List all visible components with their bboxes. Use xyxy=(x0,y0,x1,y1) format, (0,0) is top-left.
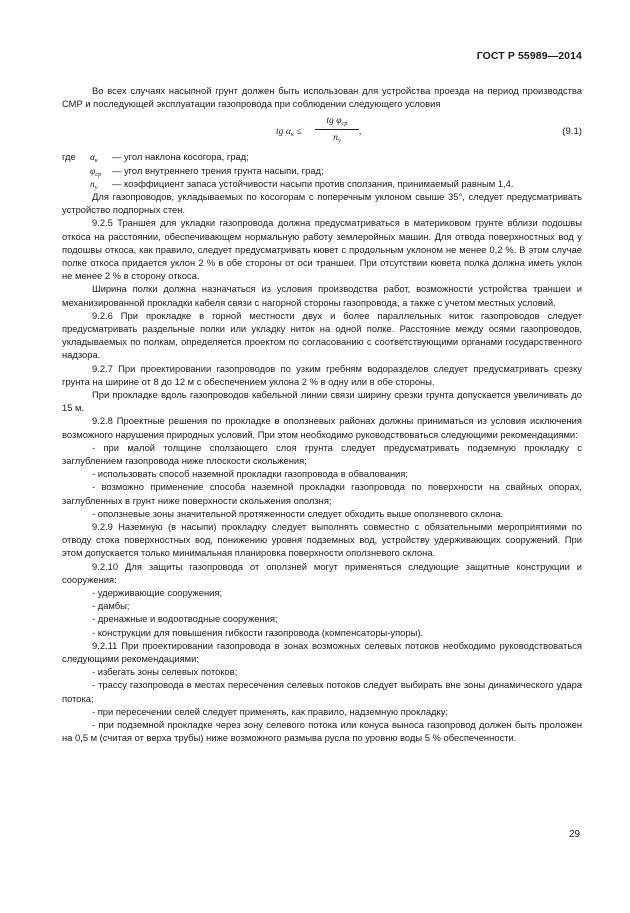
paragraph: - при пересечении селей следует применять, как правило, надземную прокладку; xyxy=(92,705,449,717)
formula-lhs-fn: tg α xyxy=(276,126,291,138)
definition-symbol-main: φ xyxy=(90,166,96,177)
formula-numerator xyxy=(315,114,359,129)
paragraph: - конструкции для повышения гибкости газопровода (компенсаторы-упоры). xyxy=(92,626,424,638)
page-number: 29 xyxy=(569,829,581,840)
definition-text: — угол внутреннего трения грунта насыпи, град; xyxy=(112,164,324,176)
paragraph: - трассу газопровода в местах пересечения селевых потоков следует выбирать вне зоны динамического удара потока; xyxy=(62,679,582,704)
standard-header: ГОСТ Р 55989—2014 xyxy=(476,50,582,62)
page-body xyxy=(62,84,582,745)
definition-symbol-sub: к xyxy=(94,157,98,165)
formula-comma: , xyxy=(359,126,362,138)
formula-9-1 xyxy=(62,112,582,148)
paragraph: - оползневые зоны значительной протяженности следует обходить выше оползневого склона. xyxy=(92,507,504,519)
formula-num-sub: ср xyxy=(341,120,348,128)
formula-leq: ≤ xyxy=(296,126,302,138)
paragraph: - дамбы; xyxy=(92,600,130,612)
intro-paragraph: Во всех случаях насыпной грунт должен быть использован для устройства проезда на период производства СМР и последующей эксплуатации газопровода при соблюдении следующего условия xyxy=(62,85,582,110)
definition-text: — коэффициент запаса устойчивости насыпи против сползания, принимаемый равным 1,4. xyxy=(112,177,514,189)
paragraph: 9.2.5 Траншея для укладки газопровода должна предусматриваться в материковом грунте вблизи подошвы откоса на расстоянии, обеспечивающем нормальную работу землеройных машин. Для отвода поверхностных вод у подошвы откоса, как правило, следует предусматривать кювет с продольным уклоном не менее 0,2 %. В этом случае полке откоса придается уклон 2 % в обе стороны от оси траншеи. При отсутствии кювета полка должна иметь уклон не менее 2 % в сторону откоса. xyxy=(62,217,582,282)
paragraph: - при малой толщине сползающего слоя грунта следует предусматривать подземную прокладку с заглублением газопровода ниже плоскости скольжения; xyxy=(62,441,582,467)
paragraph: Для газопроводов, укладываемых по косогорам с поперечным уклоном свыше 35°, следует предусматривать устройство подпорных стен. xyxy=(62,190,582,216)
paragraphs xyxy=(62,190,582,745)
formula-lhs xyxy=(276,125,302,138)
definition-symbol-sub: ср xyxy=(95,170,102,178)
paragraph: - возможно применение способа наземной прокладки газопровода по поверхности на свайных опорах, заглубленных в грунт ниже поверхности скольжения оползня; xyxy=(62,481,582,506)
definitions-list xyxy=(62,150,582,190)
definition-symbol xyxy=(90,166,112,179)
definition-row xyxy=(62,150,582,163)
paragraph: - при подземной прокладке через зону селевого потока или конуса выноса газопровод должен быть проложен на 0,5 м (считая от верха трубы) ниже возможного размыва русла по уровню воды 5 % обеспеченности. xyxy=(62,719,582,744)
paragraph: - дренажные и водоотводные сооружения; xyxy=(92,613,278,625)
paragraph: 9.2.7 При проектировании газопроводов по узким гребням водоразделов следует предусматривать срезку грунта на ширине от 8 до 12 м с обеспечением уклона 2 % в одну или в обе стороны. xyxy=(62,362,582,387)
definition-symbol-main: n xyxy=(90,179,95,190)
formula-number: (9.1) xyxy=(562,126,582,138)
paragraph: При прокладке вдоль газопроводов кабельной линии связи ширину срезки грунта допускается увеличивать до 15 м. xyxy=(62,389,582,414)
paragraph: 9.2.11 При проектировании газопровода в зонах возможных селевых потоков необходимо руководствоваться следующими рекомендациями: xyxy=(62,639,582,665)
paragraph: Ширина полки должна назначаться из условия производства работ, возможности устройства траншеи и механизированной прокладки кабеля связи с нагорной стороны газопровода, а также с учетом местных условий. xyxy=(62,283,582,308)
paragraph: - использовать способ наземной прокладки газопровода в обвалования; xyxy=(92,468,408,480)
definition-symbol-sub: у xyxy=(94,183,98,191)
formula-denominator xyxy=(315,130,359,144)
definition-row xyxy=(62,177,582,190)
definitions-lead: где xyxy=(62,151,76,163)
paragraph: 9.2.10 Для защиты газопровода от оползней могут применяться следующие защитные конструкции и сооружения: xyxy=(62,560,582,585)
formula-num-fn: tg φ xyxy=(326,115,342,127)
paragraph: - удерживающие сооружения; xyxy=(92,587,223,599)
formula-fraction xyxy=(315,114,362,144)
formula-lhs-sub: к xyxy=(290,131,294,139)
paragraph: 9.2.9 Наземную (в насыпи) прокладку следует выполнять совместно с обязательными мероприятиями по отводу стока поверхностных вод, понижению уровня подземных вод, устройству удерживающих сооружений. При этом допускается только минимальная планировка поверхности оползневого склона. xyxy=(62,521,582,559)
definition-symbol-main: α xyxy=(90,153,95,164)
paragraph: 9.2.8 Проектные решения по прокладке в оползневых районах должны приниматься из условия исключения возможного нарушения природных условий. При этом необходимо руководствоваться следующими рекомендациями: xyxy=(62,415,582,440)
formula-den-sub: у xyxy=(337,136,341,144)
definition-row xyxy=(62,164,582,177)
paragraph: - избегать зоны селевых потоков; xyxy=(92,666,238,678)
paragraph: 9.2.6 При прокладке в горной местности двух и более параллельных ниток газопроводов следует предусматривать раздельные полки или укладку ниток на одной полке. Расстояние между осями газопроводов, укладываемых по полкам, определяется проектом по согласованию с соответствующими органами государственного надзора. xyxy=(62,309,582,361)
formula-den-main: n xyxy=(333,131,338,143)
definition-text: — угол наклона косогора, град; xyxy=(112,151,249,163)
definition-symbol xyxy=(90,152,112,165)
